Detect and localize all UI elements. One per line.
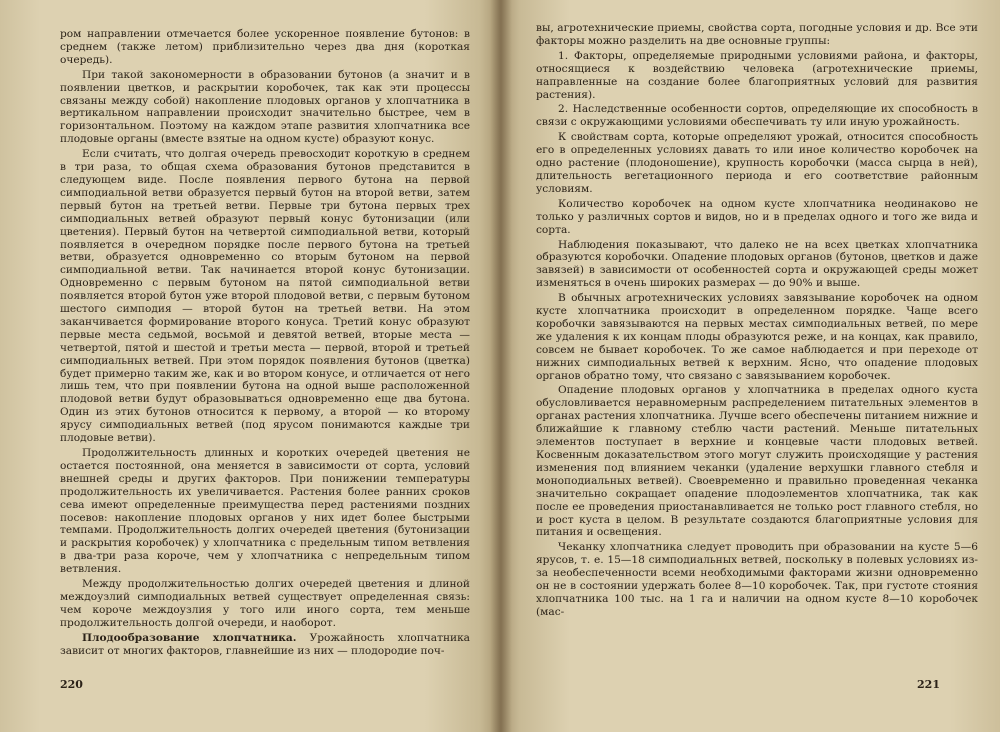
section-heading: Плодообразование хлопчатника. (82, 631, 297, 644)
left-paragraph-3: Если считать, что долгая очередь превосходит короткую в среднем в три раза, то общая схема образования бутонов представится в следующем виде. После появления первого бутона на первой симподиальной ветви образуется первый бутон на второй ветви, затем первый бутон на третьей ветви. Первые три бутона первых трех симподиальных ветвей образуют первый конус бутонизации (или цветения). Первый бутон на четвертой симподиальной ветви, который появляется в очередном порядке после первого бутона на третьей ветви, образуется одновременно со вторым бутоном на первой симподиальной ветви. Так начинается второй конус бутонизации. Одновременно с первым бутоном на пятой симподиальной ветви появляется второй бутон уже второй плодовой ветви, с первым бутоном шестого симподия — второй бутон на третьей ветви. На этом заканчивается формирование второго конуса. Третий конус образуют первые места седьмой, восьмой и девятой ветвей, вторые места — четвертой, пятой и шестой и третьи места — первой, второй и третьей симподиальных ветвей. При этом порядок появления бутонов (цветка) будет примерно таким же, как и во втором конусе, и отличается от него лишь тем, что при появлении бутона на одной выше расположенной плодовой ветви будут образовываться одновременно еще два бутона. Один из этих бутонов относится к первому, а второй — ко второму ярусу симподиальных ветвей (под ярусом понимаются каждые три плодовые ветви). (60, 148, 470, 445)
left-paragraph-6 (60, 632, 470, 658)
book-gutter (490, 0, 512, 732)
right-page (500, 0, 1000, 732)
left-paragraph-1: ром направлении отмечается более ускоренное появление бутонов: в среднем (также летом) приблизительно через два дня (короткая очередь). (60, 28, 470, 66)
page-number-right: 221 (917, 678, 940, 692)
left-paragraph-4: Продолжительность длинных и коротких очередей цветения не остается постоянной, она меняется в зависимости от сорта, условий внешней среды и других факторов. При понижении температуры продолжительность их увеличивается. Растения более ранних сроков сева имеют определенные преимущества перед растениями поздних посевов: накопление плодовых органов у них идет более быстрыми темпами. Продолжительность долгих очередей цветения (бутонизации и раскрытия коробочек) у хлопчатника с предельным типом ветвления в два-три раза короче, чем у хлопчатника с непредельным типом ветвления. (60, 447, 470, 576)
right-paragraph-9: Чеканку хлопчатника следует проводить при образовании на кусте 5—6 ярусов, т. е. 15—18 симподиальных ветвей, поскольку в полевых условиях из-за необеспеченности всеми необходимыми факторами жизни одновременно он не в состоянии удержать более 8—10 коробочек. Так, при густоте стояния хлопчатника 100 тыс. на 1 га и наличии на одном кусте 8—10 коробочек (мас- (536, 541, 978, 618)
right-paragraph-7: В обычных агротехнических условиях завязывание коробочек на одном кусте хлопчатника происходит в определенном порядке. Чаще всего коробочки завязываются на первых местах симподиальных ветвей, по мере же удаления к их концам плоды образуются реже, и на концах, как правило, совсем не бывает коробочек. То же самое наблюдается и при переходе от нижних симподиальных ветвей к верхним. Ясно, что опадение плодовых органов обратно тому, что связано с завязыванием коробочек. (536, 292, 978, 382)
right-paragraph-8: Опадение плодовых органов у хлопчатника в пределах одного куста обусловливается неравномерным распределением питательных элементов в органах растения хлопчатника. Лучше всего обеспечены питанием нижние и ближайшие к главному стеблю части растений. Меньше питательных элементов поступает в верхние и концевые части плодовых ветвей. Косвенным доказательством этого могут служить происходящие у растения изменения под влиянием чеканки (удаление верхушки главного стебля и моноподиальных ветвей). Своевременно и правильно проведенная чеканка значительно сокращает опадение плодоэлементов хлопчатника, так как после ее проведения приостанавливается не только рост главного стебля, но и рост куста в целом. В результате создаются благоприятные условия для питания и освещения. (536, 384, 978, 539)
left-paragraph-5: Между продолжительностью долгих очередей цветения и длиной междоузлий симподиальных ветвей существует определенная связь: чем короче междоузлия у того или иного сорта, тем меньше продолжительность долгой очереди, и наоборот. (60, 578, 470, 629)
right-paragraph-6: Наблюдения показывают, что далеко не на всех цветках хлопчатника образуются коробочки. Опадение плодовых органов (бутонов, цветков и даже завязей) в зависимости от особенностей сорта и окружающей среды может изменяться в очень широких размерах — до 90% и выше. (536, 238, 978, 290)
right-paragraph-3: 2. Наследственные особенности сортов, определяющие их способность в связи с окружающими условиями обеспечивать ту или иную урожайность. (536, 103, 978, 129)
section-heading-text: Урожайность хлопчатника зависит от многих факторов, главнейшие из них — плодородие поч- (60, 631, 471, 657)
right-paragraph-5: Количество коробочек на одном кусте хлопчатника неодинаково не только у различных сортов и видов, но и в пределах одного и того же вида и сорта. (536, 197, 978, 236)
right-paragraph-4: К свойствам сорта, которые определяют урожай, относится способность его в определенных условиях давать то или иное количество коробочек на одно растение (плодоношение), крупность коробочки (масса сырца в ней), длительность вегетационного периода и его соответствие районным условиям. (536, 131, 978, 195)
left-paragraph-2: При такой закономерности в образовании бутонов (а значит и в появлении цветков, и раскрытии коробочек, так как эти процессы связаны между собой) накопление плодовых органов у хлопчатника в вертикальном направлении происходит значительно быстрее, чем в горизонтальном. Поэтому на каждом этапе развития хлопчатника все плодовые органы (вместе взятые на одном кусте) образуют конус. (60, 68, 470, 146)
page-number-left: 220 (60, 678, 83, 692)
right-paragraph-1: вы, агротехнические приемы, свойства сорта, погодные условия и др. Все эти факторы можно разделить на две основные группы: (536, 22, 978, 47)
right-paragraph-2: 1. Факторы, определяемые природными условиями района, и факторы, относящиеся к воздействию человека (агротехнические приемы, направленные на создание более благоприятных условий для развития растения). (536, 49, 978, 101)
